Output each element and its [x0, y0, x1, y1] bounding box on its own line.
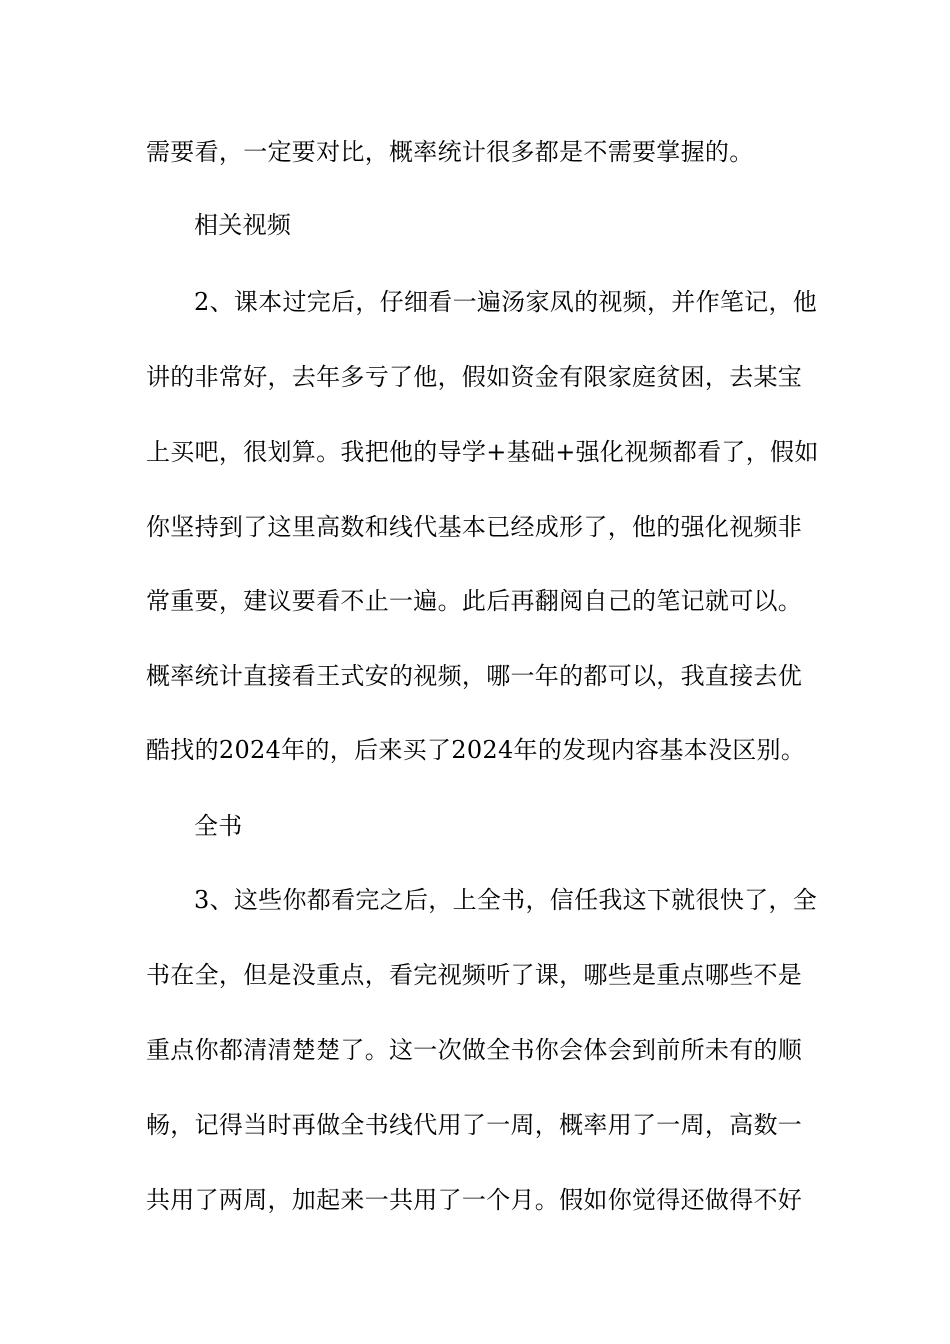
section-heading-related-videos: 相关视频 [194, 211, 292, 239]
text-line: 书在全，但是没重点，看完视频听了课，哪些是重点哪些不是 [146, 961, 803, 989]
text-line: 3、这些你都看完之后，上全书，信任我这下就很快了，全 [194, 886, 818, 914]
text-line: 讲的非常好，去年多亏了他，假如资金有限家庭贫困，去某宝 [146, 363, 803, 391]
text-line: 共用了两周，加起来一共用了一个月。假如你觉得还做得不好 [146, 1186, 803, 1214]
text-line: 需要看，一定要对比，概率统计很多都是不需要掌握的。 [146, 138, 754, 166]
text-line: 概率统计直接看王式安的视频，哪一年的都可以，我直接去优 [146, 662, 803, 690]
text-line: 畅，记得当时再做全书线代用了一周，概率用了一周，高数一 [146, 1111, 803, 1139]
text-line: 上买吧，很划算。我把他的导学+基础+强化视频都看了，假如 [146, 438, 819, 466]
text-line: 2、课本过完后，仔细看一遍汤家凤的视频，并作笔记，他 [194, 288, 818, 316]
text-line: 常重要，建议要看不止一遍。此后再翻阅自己的笔记就可以。 [146, 587, 803, 615]
text-line: 酷找的2024年的，后来买了2024年的发现内容基本没区别。 [146, 736, 806, 764]
section-heading-full-book: 全书 [194, 812, 243, 840]
text-line: 你坚持到了这里高数和线代基本已经成形了，他的强化视频非 [146, 513, 803, 541]
text-line: 重点你都清清楚楚了。这一次做全书你会体会到前所未有的顺 [146, 1036, 803, 1064]
